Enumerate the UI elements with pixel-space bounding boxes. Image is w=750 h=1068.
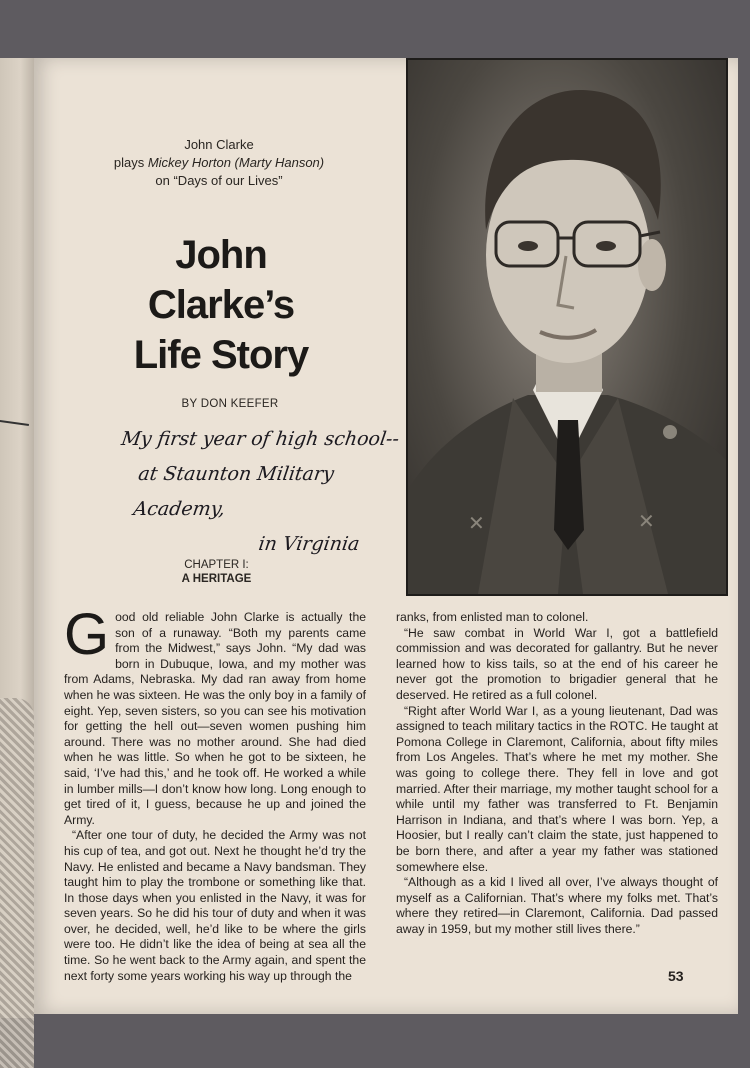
role-line [104,154,334,172]
role-byline [104,136,334,190]
article-paragraph: “After one tour of duty, he decided the Army was not his cup of tea, and got out. Next he thought he’d try the Navy. He enlisted and became a Navy bandsman. They taught him to play the trombone or something like that. In those days when you enlisted in the Navy, it was for seven years. So he did his tour of duty and when it was over, he decided, well, he’d like to be where the girls were too. He didn’t like the idea of being at sea all the time. So he went back to the Army again, and spent the next forty some years working his way up through the [64,828,366,983]
author-byline: BY DON KEEFER [181,398,279,410]
article-paragraph: “He saw combat in World War I, got a battlefield commission and was decorated for gallantry. But he never learned how to kiss tails, so at the end of his career he never got the promotion to brigadier general that he deserved. He retired as a full colonel. [396,625,718,702]
show-name: on “Days of our Lives” [155,173,283,188]
title-line-2: Clarke’s [147,283,295,327]
actor-name: John Clarke [184,137,254,152]
chapter-heading [134,558,299,586]
article-column-right [396,610,718,937]
handwritten-line-3: in Virginia [257,533,362,555]
portrait-photo [406,58,728,596]
page-number: 53 [668,968,684,984]
drop-cap: G [64,602,110,667]
svg-text:✕: ✕ [638,509,655,533]
svg-text:✕: ✕ [468,511,485,535]
article-paragraph: “Although as a kid I lived all over, I’ve always thought of myself as a Californian. That’s where my folks met. That’s where they retired—in Claremont, California. Dad passed away in 1959, but my mother still lives there.” [396,875,718,936]
fabric-background [0,698,34,1068]
magazine-page [34,58,738,1014]
handwritten-line-2: at Staunton Military Academy, [132,463,336,520]
article-paragraph [64,602,366,828]
chapter-label: CHAPTER I: [184,559,249,571]
plays-prefix: plays [113,155,145,170]
handwritten-caption [82,422,422,562]
role-name: Mickey Horton (Marty Hanson) [147,155,325,170]
article-column-left [64,602,366,984]
article-paragraph: ranks, from enlisted man to colonel. [396,610,589,624]
title-line-3: Life Story [133,333,309,377]
portrait-illustration [408,60,726,594]
title-line-1: John [175,233,267,277]
chapter-subtitle: A HERITAGE [181,573,252,585]
facing-page-edge [0,58,34,1018]
paragraph-text: ood old reliable John Clarke is actually the son of a runaway. “Both my parents came from the Midwest,” says John. “My dad was born in Dubuque, Iowa, and my mother was from Adams, Nebraska. My dad ran away from home when he was sixteen. He was the only boy in a family of eight. Yep, seven sisters, so you can see his motivation for getting the hell out—seven women pushing him around. There was no mother around. She had died when he was little. So when he got to be sixteen, he said, ‘I’ve had this,’ and he took off. He worked a while in lumber mills—I don’t know how long. Long enough to get tired of it, I guess, because he up and joined the Army. [64,610,366,827]
article-paragraph: “Right after World War I, as a young lieutenant, Dad was assigned to teach military tactics in the ROTC. He taught at Pomona College in Claremont, California, about fifty miles from Los Angeles. That’s where he met my mother. She was going to college there. They fell in love and got married. After their marriage, my mother taught school for a while until my father was transferred to Ft. Benjamin Harrison in Indiana, and that’s where I was born. Yep, a Hoosier, but I really can’t claim the state, just happened to be born there, and after a year my father was stationed somewhere else. [396,703,718,874]
facing-page-scribble [0,406,31,426]
handwritten-line-1: My first year of high school-- [119,428,401,450]
article-title [96,230,346,380]
